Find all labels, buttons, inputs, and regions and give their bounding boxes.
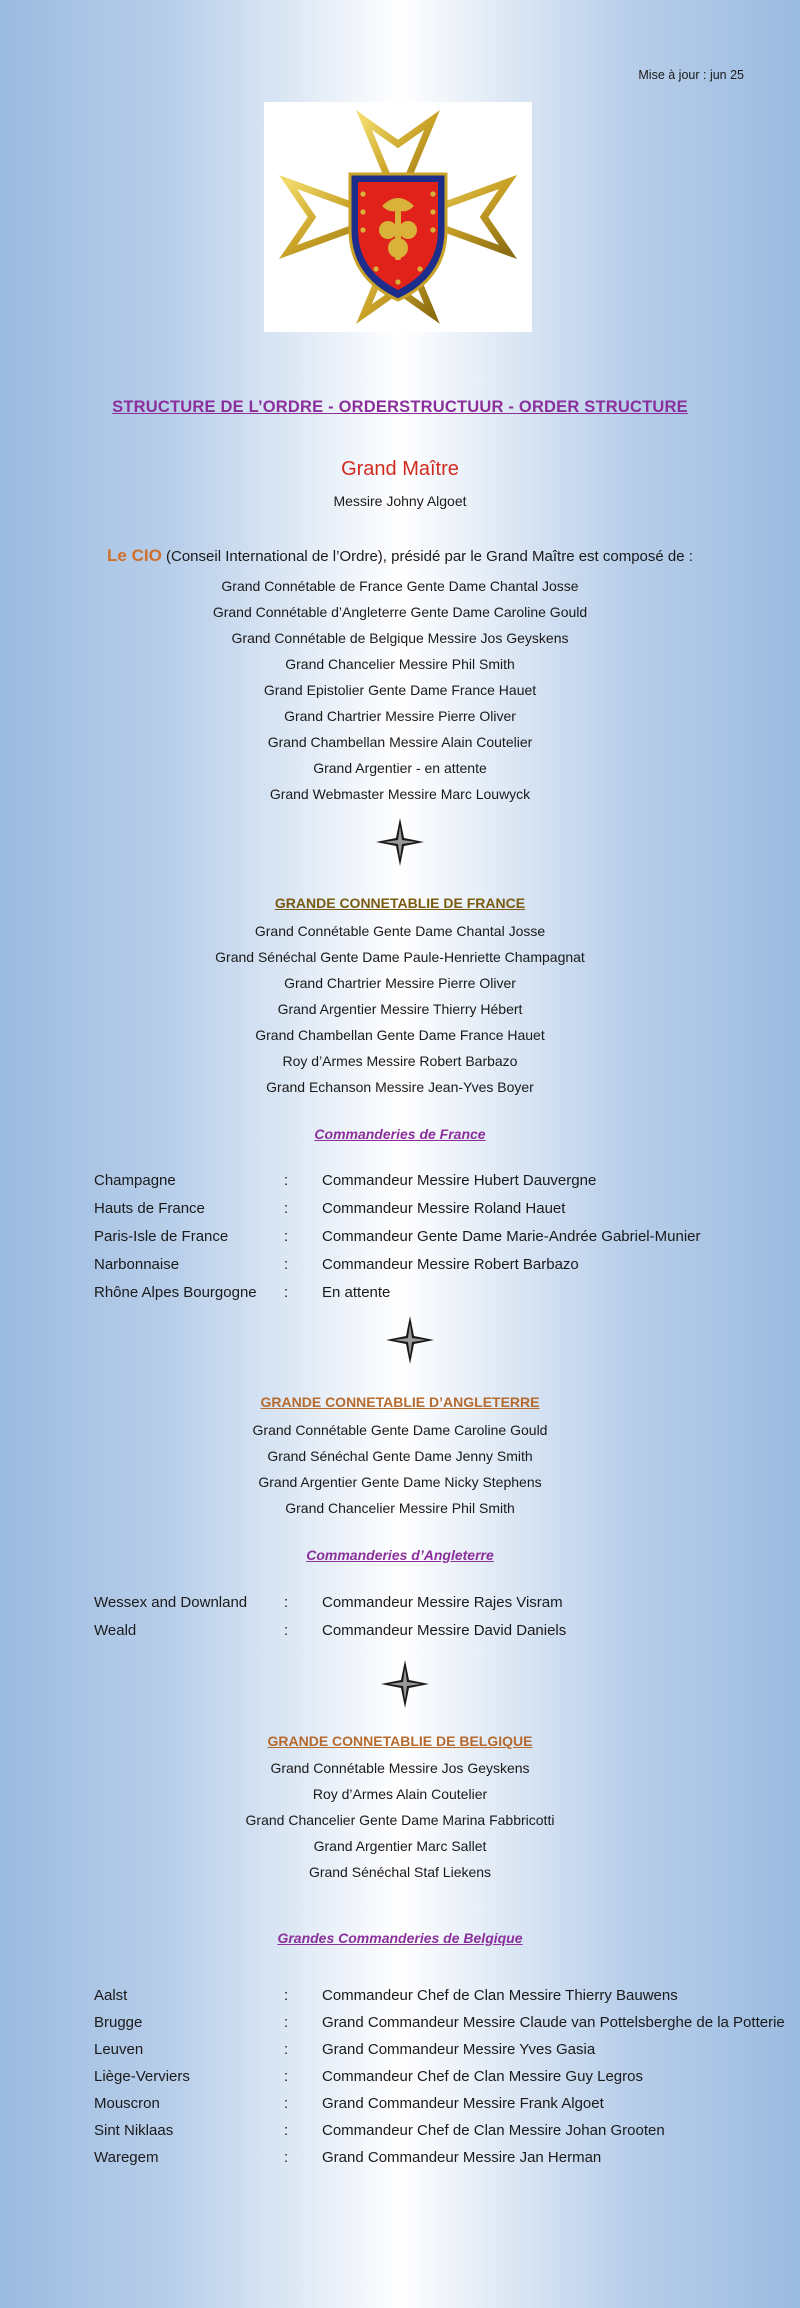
commanderie-region: Rhône Alpes Bourgogne	[94, 1284, 257, 1301]
cio-intro	[0, 546, 800, 566]
belgium-section-title: GRANDE CONNETABLIE DE BELGIQUE	[267, 1733, 533, 1749]
cio-member: Grand Webmaster Messire Marc Louwyck	[269, 786, 531, 802]
france-officer: Roy d’Armes Messire Robert Barbazo	[282, 1053, 518, 1069]
commanderie-region: Paris-Isle de France	[94, 1228, 229, 1245]
france-section-title: GRANDE CONNETABLIE DE FRANCE	[274, 895, 526, 911]
separator: :	[284, 2041, 289, 2058]
separator: :	[284, 2095, 289, 2112]
commanderie-row	[94, 2144, 794, 2172]
england-section-title: GRANDE CONNETABLIE D’ANGLETERRE	[260, 1394, 540, 1410]
england-officer: Grand Sénéchal Gente Dame Jenny Smith	[267, 1448, 533, 1464]
commanderie-region: Leuven	[94, 2041, 144, 2058]
commanderie-region: Liège-Verviers	[94, 2068, 190, 2085]
commanderie-region: Weald	[94, 1622, 137, 1639]
commanderie-region: Brugge	[94, 2014, 143, 2031]
separator: :	[284, 1284, 289, 1301]
commanderie-row	[94, 1223, 794, 1251]
france-officer: Grand Chartrier Messire Pierre Oliver	[284, 975, 516, 991]
belgium-officer: Grand Argentier Marc Sallet	[313, 1838, 487, 1854]
commanderie-region: Sint Niklaas	[94, 2122, 174, 2139]
france-officer: Grand Argentier Messire Thierry Hébert	[277, 1001, 523, 1017]
grand-master-name: Messire Johny Algoet	[333, 493, 467, 509]
commanderie-row	[94, 2063, 794, 2091]
england-officer: Grand Argentier Gente Dame Nicky Stephens	[258, 1474, 542, 1490]
order-emblem-logo	[264, 102, 532, 332]
cio-lead: Le CIO	[107, 546, 162, 565]
england-officer: Grand Chancelier Messire Phil Smith	[285, 1500, 515, 1516]
grand-master-title: Grand Maître	[341, 458, 459, 480]
cio-intro-text: (Conseil International de l’Ordre), présidé par le Grand Maître est composé de :	[161, 548, 693, 565]
star-divider-icon	[380, 1659, 430, 1709]
france-commanderies-title: Commanderies de France	[314, 1126, 486, 1142]
separator: :	[284, 1987, 289, 2004]
separator: :	[284, 2014, 289, 2031]
belgium-officer: Roy d’Armes Alain Coutelier	[312, 1786, 488, 1802]
separator: :	[284, 1200, 289, 1217]
france-officer: Grand Chambellan Gente Dame France Hauet	[255, 1027, 545, 1043]
commanderie-region: Narbonnaise	[94, 1256, 180, 1273]
belgium-officer: Grand Sénéchal Staf Liekens	[308, 1864, 492, 1880]
commanderie-row	[94, 1589, 794, 1617]
update-note: Mise à jour : jun 25	[638, 68, 744, 82]
commanderie-commander: Commandeur Gente Dame Marie-Andrée Gabriel-Munier	[322, 1228, 701, 1245]
commanderie-commander: Commandeur Messire Rajes Visram	[322, 1594, 563, 1611]
france-officer: Grand Sénéchal Gente Dame Paule-Henriette Champagnat	[215, 949, 585, 965]
commanderie-region: Aalst	[94, 1987, 128, 2004]
commanderie-commander: Grand Commandeur Messire Yves Gasia	[322, 2041, 596, 2058]
commanderie-region: Champagne	[94, 1172, 176, 1189]
commanderie-commander: Commandeur Messire Hubert Dauvergne	[322, 1172, 597, 1189]
belgium-officer: Grand Chancelier Gente Dame Marina Fabbricotti	[245, 1812, 555, 1828]
separator: :	[284, 1228, 289, 1245]
commanderie-region: Wessex and Downland	[94, 1594, 248, 1611]
commanderie-commander: Commandeur Chef de Clan Messire Thierry Bauwens	[322, 1987, 678, 2004]
cio-member: Grand Argentier - en attente	[313, 760, 487, 776]
cio-member: Grand Connétable d’Angleterre Gente Dame Caroline Gould	[212, 604, 588, 620]
commanderie-row	[94, 1251, 794, 1279]
france-officer: Grand Echanson Messire Jean-Yves Boyer	[266, 1079, 534, 1095]
commanderie-region: Waregem	[94, 2149, 159, 2166]
belgium-commanderies-title: Grandes Commanderies de Belgique	[277, 1930, 523, 1946]
commanderie-row	[94, 2009, 794, 2037]
commanderie-row	[94, 2036, 794, 2064]
cio-member: Grand Chancelier Messire Phil Smith	[285, 656, 515, 672]
belgium-officer: Grand Connétable Messire Jos Geyskens	[270, 1760, 530, 1776]
commanderie-row	[94, 2117, 794, 2145]
cio-member: Grand Connétable de France Gente Dame Chantal Josse	[221, 578, 579, 594]
star-divider-icon	[385, 1315, 435, 1365]
commanderie-commander: Commandeur Chef de Clan Messire Johan Grooten	[322, 2122, 665, 2139]
page-title: STRUCTURE DE L’ORDRE - ORDERSTRUCTUUR - ORDER STRUCTURE	[112, 398, 688, 416]
maltese-cross-icon	[264, 102, 532, 332]
england-commanderies-title: Commanderies d’Angleterre	[306, 1547, 494, 1563]
commanderie-commander: Grand Commandeur Messire Claude van Pottelsberghe de la Potterie	[322, 2014, 785, 2031]
separator: :	[284, 1594, 289, 1611]
cio-member: Grand Epistolier Gente Dame France Hauet	[263, 682, 537, 698]
separator: :	[284, 2122, 289, 2139]
cio-member: Grand Connétable de Belgique Messire Jos Geyskens	[231, 630, 569, 646]
commanderie-commander: Commandeur Messire Robert Barbazo	[322, 1256, 579, 1273]
commanderie-row	[94, 1617, 794, 1645]
commanderie-region: Mouscron	[94, 2095, 160, 2112]
commanderie-commander: Commandeur Messire Roland Hauet	[322, 1200, 566, 1217]
commanderie-row	[94, 2090, 794, 2118]
cio-member: Grand Chartrier Messire Pierre Oliver	[284, 708, 516, 724]
commanderie-commander: En attente	[322, 1284, 391, 1301]
star-divider-icon	[375, 817, 425, 867]
commanderie-commander: Grand Commandeur Messire Jan Herman	[322, 2149, 602, 2166]
commanderie-commander: Grand Commandeur Messire Frank Algoet	[322, 2095, 604, 2112]
france-officer: Grand Connétable Gente Dame Chantal Josse	[254, 923, 546, 939]
separator: :	[284, 2149, 289, 2166]
separator: :	[284, 1256, 289, 1273]
commanderie-region: Hauts de France	[94, 1200, 205, 1217]
separator: :	[284, 2068, 289, 2085]
separator: :	[284, 1172, 289, 1189]
commanderie-commander: Commandeur Chef de Clan Messire Guy Legros	[322, 2068, 643, 2085]
commanderie-row	[94, 1279, 794, 1307]
commanderie-row	[94, 1982, 794, 2010]
commanderie-row	[94, 1167, 794, 1195]
commanderie-row	[94, 1195, 794, 1223]
separator: :	[284, 1622, 289, 1639]
commanderie-commander: Commandeur Messire David Daniels	[322, 1622, 567, 1639]
england-officer: Grand Connétable Gente Dame Caroline Gould	[252, 1422, 548, 1438]
cio-member: Grand Chambellan Messire Alain Coutelier	[267, 734, 533, 750]
